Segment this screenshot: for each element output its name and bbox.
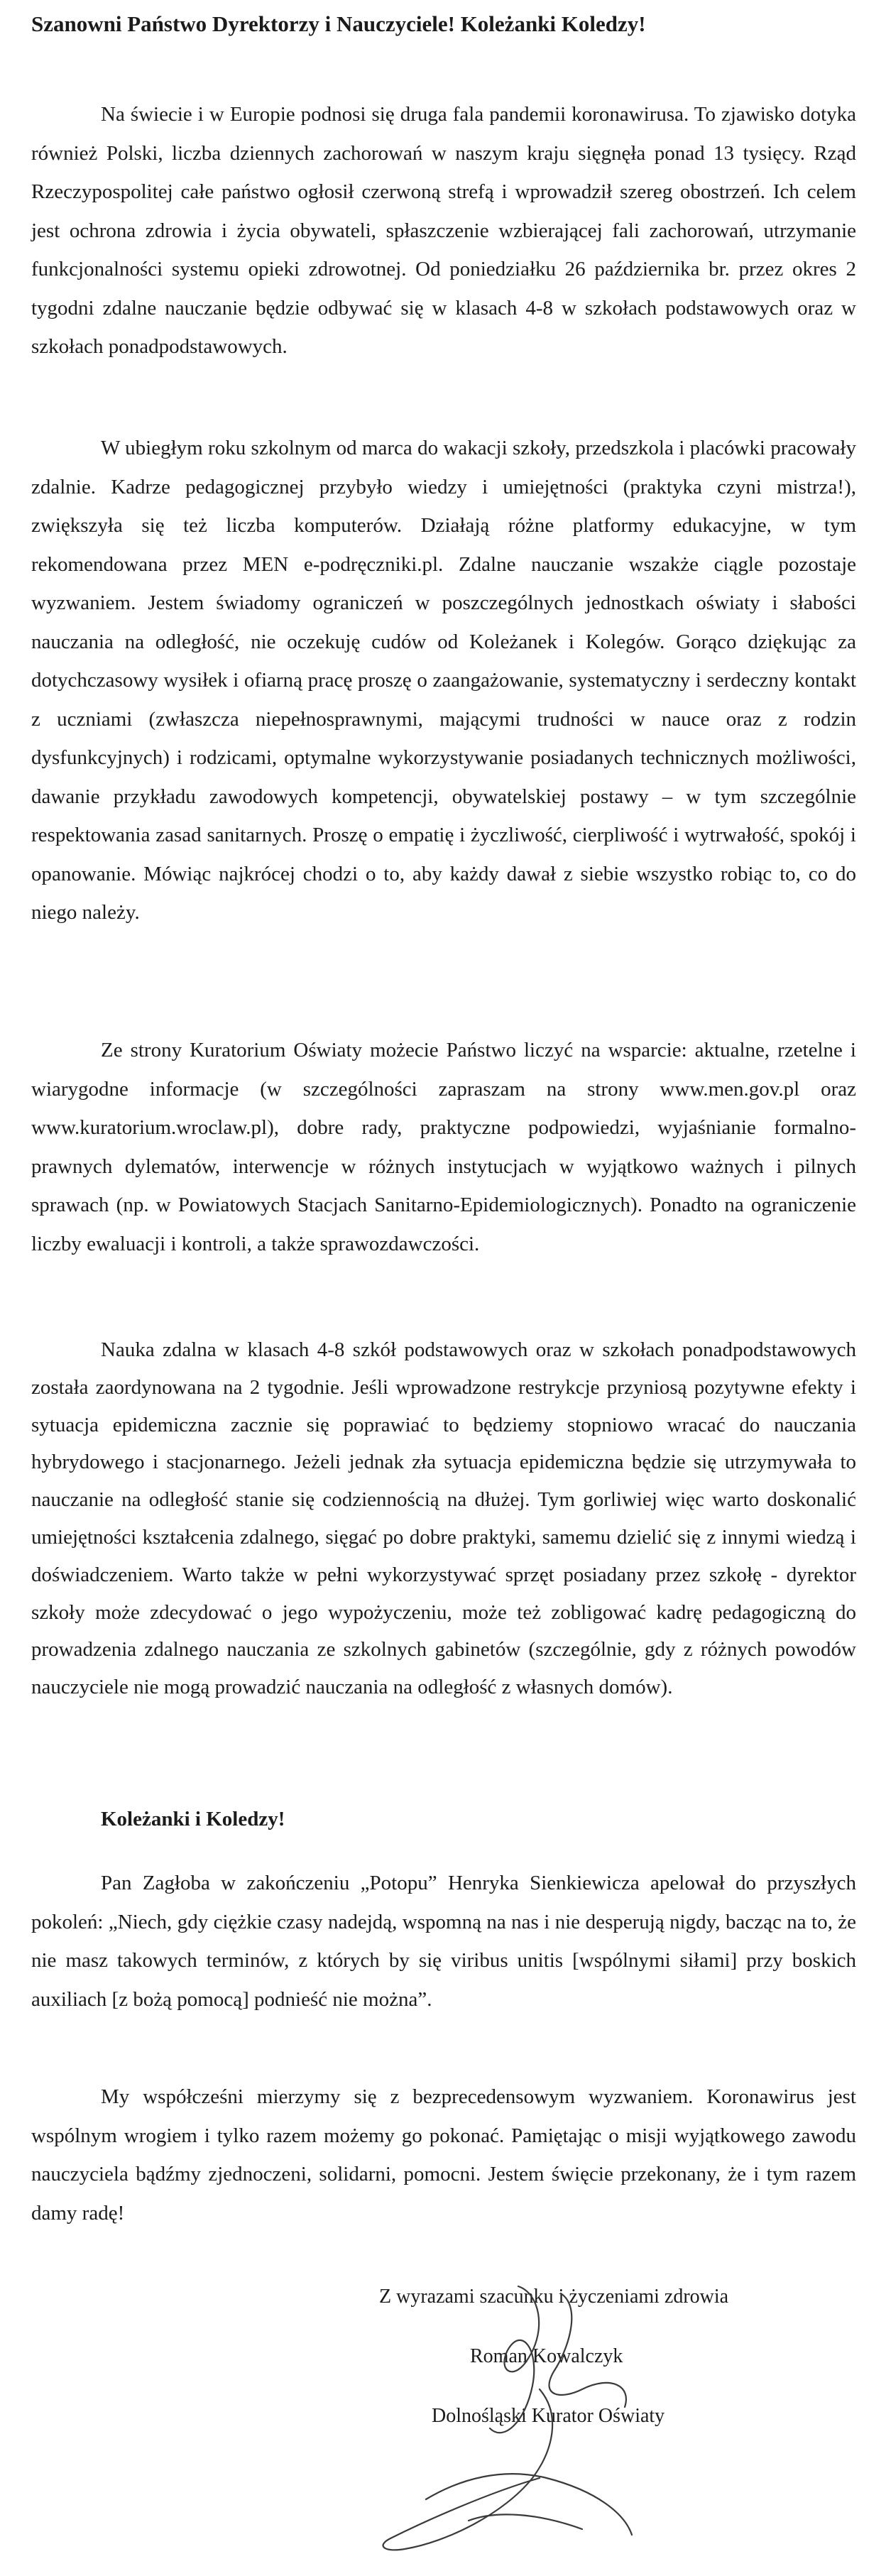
signer-name: Roman Kowalczyk <box>470 2345 623 2367</box>
handwritten-signature <box>327 2265 724 2563</box>
paragraph-pandemic: Na świecie i w Europie podnosi się druga fala pandemii koronawirusa. To zjawisko dotyka również Polski, liczba dziennych zachorowań w naszym kraju sięgnęła ponad 13 tysięcy. Rząd Rzeczypospolitej całe państwo ogłosił czerwoną strefą i wprowadził szereg obostrzeń. Ich celem jest ochrona zdrowia i życia obywateli, spłaszczenie wzbierającej fali zachorowań, utrzymanie funkcjonalności systemu opieki zdrowotnej. Od poniedziałku 26 października br. przez okres 2 tygodni zdalne nauczanie będzie odbywać się w klasach 4-8 w szkołach podstawowych oraz w szkołach ponadpodstawowych. <box>31 103 856 358</box>
signer-title: Dolnośląski Kurator Oświaty <box>432 2405 665 2427</box>
paragraph-curatorium-support: Ze strony Kuratorium Oświaty możecie Państwo liczyć na wsparcie: aktualne, rzetelne i wiarygodne informacje (w szczególności zapraszam na strony www.men.gov.pl oraz www.kuratorium.wroclaw.pl), dobre rady, praktyczne podpowiedzi, wyjaśnianie formalno-prawnych dylematów, interwencje w różnych instytucjach w wyjątkowo ważnych i pilnych sprawach (np. w Powiatowych Stacjach Sanitarno-Epidemiologicznych). Ponadto na ograniczenie liczby ewaluacji i kontroli, a także sprawozdawczości. <box>31 1039 856 1255</box>
paragraph-zagloba-quote: Pan Zagłoba w zakończeniu „Potopu” Henryka Sienkiewicza apelował do przyszłych pokoleń: „Niech, gdy ciężkie czasy nadejdą, wspomną na nas i nie desperują nigdy, bacząc na to, że nie masz takowych terminów, z których by się viribus unitis [wspólnymi siłami] przy boskich auxiliach [z bożą pomocą] podnieść nie można”. <box>31 1872 856 2011</box>
closing-line: Z wyrazami szacunku i życzeniami zdrowia <box>379 2286 729 2308</box>
paragraph-closing-appeal: My współcześni mierzymy się z bezprecedensowym wyzwaniem. Koronawirus jest wspólnym wrogiem i tylko razem możemy go pokonać. Pamiętając o misji wyjątkowego zawodu nauczyciela bądźmy zjednoczeni, solidarni, pomocni. Jestem święcie przekonany, że i tym razem damy radę! <box>31 2085 856 2225</box>
paragraph-remote-teaching-experience: W ubiegłym roku szkolnym od marca do wakacji szkoły, przedszkola i placówki pracowały zdalnie. Kadrze pedagogicznej przybyło wiedzy i umiejętności (praktyka czyni mistrza!), zwiększyła się też liczba komputerów. Działają różne platformy edukacyjne, w tym rekomendowana przez MEN e-podręczniki.pl. Zdalne nauczanie wszakże ciągle pozostaje wyzwaniem. Jestem świadomy ograniczeń w poszczególnych jednostkach oświaty i słabości nauczania na odległość, nie oczekuję cudów od Koleżanek i Kolegów. Gorąco dziękując za dotychczasowy wysiłek i ofiarną pracę proszę o zaangażowanie, systematyczny i serdeczny kontakt z uczniami (zwłaszcza niepełnosprawnymi, mającymi trudności w nauce oraz z rodzin dysfunkcyjnych) i rodzicami, optymalne wykorzystywanie posiadanych technicznych możliwości, dawanie przykładu zawodowych kompetencji, obywatelskiej postawy – w tym szczególnie respektowania zasad sanitarnych. Proszę o empatię i życzliwość, cierpliwość i wytrwałość, spokój i opanowanie. Mówiąc najkrócej chodzi o to, aby każdy dawał z siebie wszystko robiąc to, co do niego należy. <box>31 437 856 924</box>
subheading-colleagues: Koleżanki i Koledzy! <box>101 1808 285 1830</box>
paragraph-remote-learning-duration: Nauka zdalna w klasach 4-8 szkół podstawowych oraz w szkołach ponadpodstawowych została zaordynowana na 2 tygodnie. Jeśli wprowadzone restrykcje przyniosą pozytywne efekty i sytuacja epidemiczna zacznie się poprawiać to będziemy stopniowo wracać do nauczania hybrydowego i stacjonarnego. Jeżeli jednak zła sytuacja epidemiczna będzie się utrzymywała to nauczanie na odległość stanie się codziennością na dłużej. Tym gorliwiej więc warto doskonalić umiejętności kształcenia zdalnego, sięgać po dobre praktyki, samemu dzielić się z innymi wiedzą i doświadczeniem. Warto także w pełni wykorzystywać sprzęt posiadany przez szkołę - dyrektor szkoły może zdecydować o jego wypożyczeniu, może też zobligować kadrę pedagogiczną do prowadzenia zdalnego nauczania ze szkolnych gabinetów (szczególnie, gdy z różnych powodów nauczyciele nie mogą prowadzić nauczania na odległość z własnych domów). <box>31 1338 856 1699</box>
salutation-heading: Szanowni Państwo Dyrektorzy i Nauczyciele! Koleżanki Koledzy! <box>31 11 646 36</box>
